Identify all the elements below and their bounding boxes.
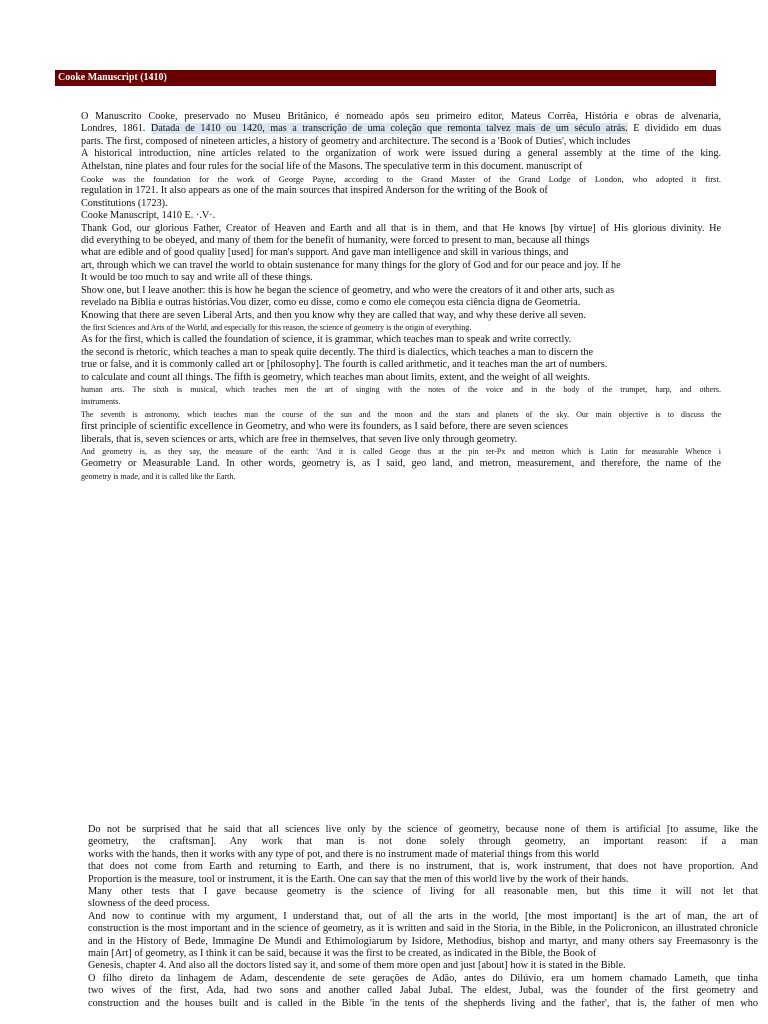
text-line: It would be too much to say and write all of these things. <box>81 272 313 284</box>
text-line: geometry is made, and it is called like the Earth. <box>81 471 236 481</box>
text-line: Cooke Manuscript, 1410 E. ·.V·. <box>81 210 216 222</box>
text-line: Constitutions (1723). <box>81 197 168 209</box>
document-body-second <box>88 824 758 1010</box>
text-line: to calculate and count all things. The fifth is geometry, which teaches man about limits, extent, and the weight of all weights. <box>81 371 590 383</box>
text-line: Genesis, chapter 4. And also all the doctors listed say it, and some of them more open and just [about] how it is stated in the Bible. <box>88 960 626 972</box>
text-segment: Londres, 1861. <box>81 123 151 135</box>
text-line: that does not come from Earth and returning to Earth, and there is no instrument, that is, work instrument, that does not have proportion. And <box>88 861 758 873</box>
text-line: The seventh is astronomy, which teaches man the course of the sun and the moon and the stars and planets of the sky. Our main objective is to discuss the <box>81 409 721 419</box>
text-line: O filho direto da linhagem de Adam, descendente de sete gerações de Adão, antes do Dilúvio, era um homem chamado Lameth, que tinha <box>88 972 758 984</box>
text-line: As for the first, which is called the foundation of science, it is grammar, which teaches man to speak and write correctly. <box>81 334 572 346</box>
text-line: A historical introduction, nine articles related to the organization of work were issued during a general assembly at the time of the king. <box>81 148 721 160</box>
text-line: the first Sciences and Arts of the World, and especially for this reason, the science of geometry is the origin of everything. <box>81 322 472 332</box>
text-line: Thank God, our glorious Father, Creator of Heaven and Earth and all that is in them, and that He knows [by virtue] of His glorious divinity. He <box>81 222 721 234</box>
text-line: Athelstan, nine plates and four rules for the social life of the Masons. The speculative term in this document. manuscript of <box>81 160 583 172</box>
page-title: Cooke Manuscript (1410) <box>55 70 716 86</box>
highlighted-text: Datada de 1410 ou 1420, mas a transcrição de uma coleção que remonta talvez mais de um século atrás. <box>150 123 628 135</box>
text-line: geometry, the craftsman]. Any work that man is not done solely through geometry, an important reason: if a man <box>88 836 758 848</box>
text-line: And geometry is, as they say, the measure of the earth: 'And it is called Geoge thus at the pin ter-Px and metron which is Latin for measurable Whence i <box>81 446 721 456</box>
text-line: parts. The first, composed of nineteen articles, a history of geometry and architecture. The second is a 'Book of Duties', which includes <box>81 135 631 147</box>
text-line: construction is the most important and in the science of geometry, as it is written and said in the Storia, in the Bible, in the Policronicon, an illustrated chronicle <box>88 923 758 935</box>
text-line: what are edible and of good quality [used] for man's support. And gave man intelligence and skill in various things, and <box>81 247 569 259</box>
text-line: works with the hands, then it works with any type of pot, and there is no instrument made of material things from this world <box>88 848 600 860</box>
text-line: liberals, that is, seven sciences or arts, which are free in themselves, that seven live only through geometry. <box>81 433 518 445</box>
text-line: and in the History of Bede, Immagine De Mundi and Ethimologiarum by Isidore, Methodius, bishop and martyr, and many others say Freemasonry is the <box>88 935 758 947</box>
text-line: Do not be surprised that he said that all sciences live only by the science of geometry, because none of them is artificial [to assume, like the <box>88 824 758 835</box>
text-line: art, through which we can travel the world to obtain sustenance for many things for the glory of God and for our peace and joy. If he <box>81 259 621 271</box>
text-line: main [Art] of geometry, as I think it can be said, because it was the first to be created, as indicated in the Bible, the Book of <box>88 948 597 960</box>
text-line: regulation in 1721. It also appears as one of the main sources that inspired Anderson for the writing of the Book of <box>81 185 548 197</box>
text-line: two wives of the first, Ada, had two sons and another called Jabal Jubal. The eldest, Jubal, was the founder of the first geometry and <box>88 985 758 997</box>
text-segment: É dividido em duas <box>627 123 721 135</box>
text-line: Geometry or Measurable Land. In other words, geometry is, as I said, geo land, and metron, measurement, and therefore, the name of the <box>81 458 721 470</box>
text-line: slowness of the deed process. <box>88 898 210 910</box>
text-line: Cooke was the foundation for the work of George Payne, according to the Grand Master of the Grand Lodge of London, who adopted it first. <box>81 174 721 185</box>
text-line: And now to continue with my argument, I understand that, out of all the arts in the world, [the most important] is the art of man, the art of <box>88 910 758 922</box>
text-line: first principle of scientific excellence in Geometry, and who were its founders, as I said before, there are seven sciences <box>81 421 569 433</box>
text-line: Show one, but I leave another: this is how he began the science of geometry, and who were the creators of it and other arts, such as <box>81 284 615 296</box>
text-line: true or false, and it is commonly called art or [philosophy]. The fourth is called arithmetic, and it teaches man the art of numbers. <box>81 359 608 371</box>
text-line: O Manuscrito Cooke, preservado no Museu Britânico, é nomeado após seu primeiro editor, Mateus Corrêa, História e obras de alvenaria, <box>81 111 721 122</box>
text-line: human arts. The sixth is musical, which teaches men the art of singing with the notes of the voice and in the body of the trumpet, harp, and others. <box>81 384 721 394</box>
text-line: Proportion is the measure, tool or instrument, it is the Earth. One can say that the men of this world live by the work of their hands. <box>88 873 629 885</box>
text-line: construction and the houses built and is called in the Bible 'in the tents of the shepherds living and the father', that is, the father of men who <box>88 997 758 1009</box>
text-line: the second is rhetoric, which teaches a man to speak quite decently. The third is dialectics, which teaches a man to discern the <box>81 346 594 358</box>
document-body-first <box>81 111 721 483</box>
text-line: instruments. <box>81 397 121 407</box>
text-line <box>81 123 721 135</box>
text-line: revelado na Bíblia e outras histórias.Vou dizer, como eu disse, como e como ele começou esta ciência digna de Geometria. <box>81 297 581 309</box>
text-line: Many other tests that I gave because geometry is the science of living for all reasonable men, but this time it will not let that <box>88 886 758 898</box>
text-line: did everything to be obeyed, and many of them for the benefit of humanity, were forced to present to man, because all things <box>81 235 590 247</box>
text-line: Knowing that there are seven Liberal Arts, and then you know why they are called that way, and why these derive all seven. <box>81 309 586 321</box>
